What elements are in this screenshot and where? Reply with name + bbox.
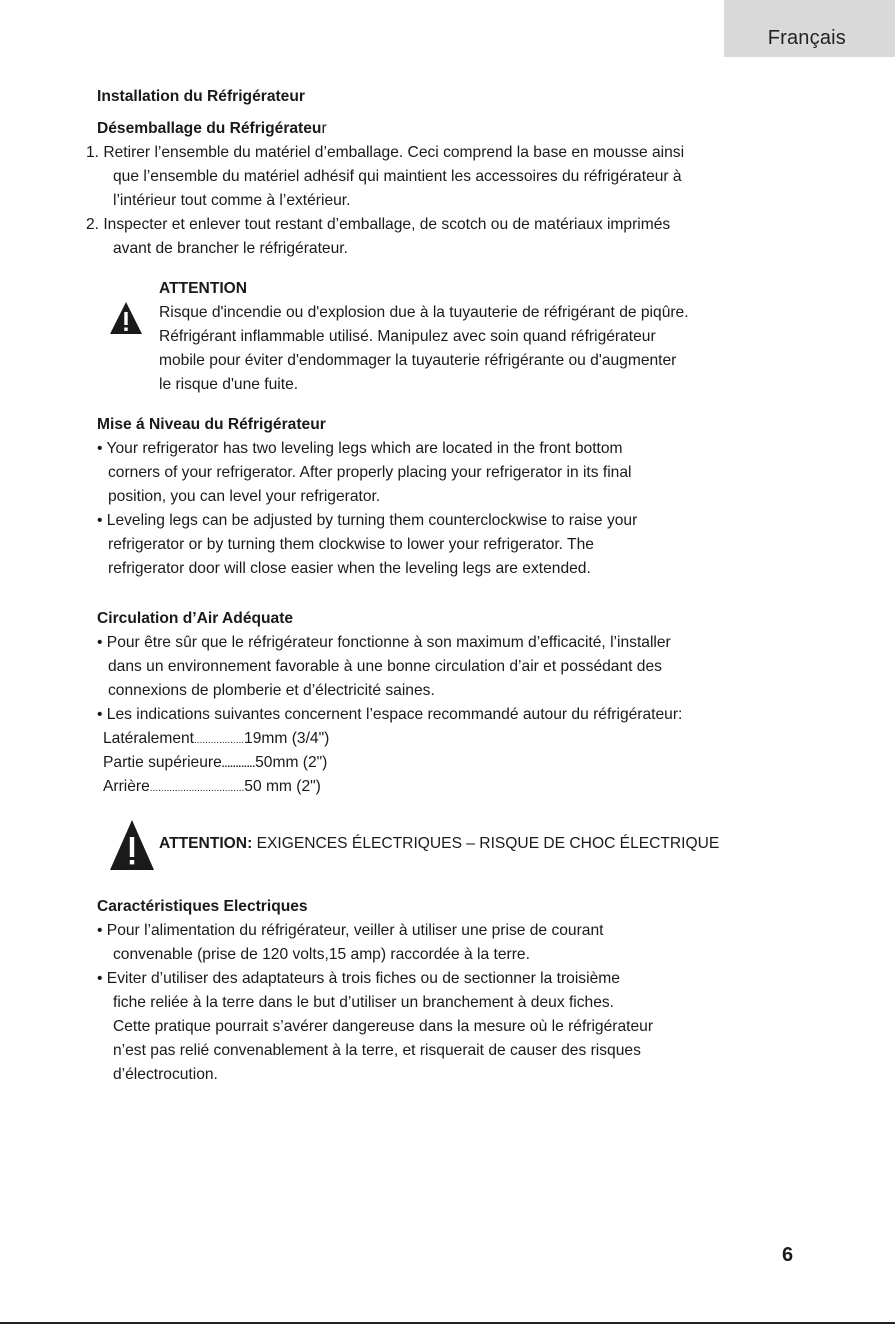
leveling-bullet-1: • Your refrigerator has two leveling legs which are located in the front bottom corners of your refrigerator. After properly placing your refrigerator in its final position, you can level your refrigerator. <box>97 440 632 505</box>
clearance-row: Latéralement..................19mm (3/4") <box>103 730 330 747</box>
electrical-warning <box>97 819 827 879</box>
fire-warning: ATTENTION Risque d'incendie ou d'explosion due à la tuyauterie de réfrigérant de piqûre. Réfrigérant inflammable utilisé. Manipulez avec soin quand réfrigérateur mobile pour éviter d'endommager la tuyauterie réfrigérante ou d'augmenter le risque d'une fuite. <box>97 277 827 397</box>
language-tab-label: Français <box>767 27 846 49</box>
airflow-heading: Circulation d’Air Adéquate <box>97 610 294 627</box>
page-title: Installation du Réfrigérateur <box>97 88 305 105</box>
electrical-bullet-1: • Pour l’alimentation du réfrigérateur, veiller à utiliser une prise de courant convenable (prise de 120 volts,15 amp) raccordée à la terre. <box>97 922 604 963</box>
airflow-bullet-1: • Pour être sûr que le réfrigérateur fonctionne à son maximum d’efficacité, l’installer dans un environnement favorable à une bonne circulation d’air et possédant des connexions de plomberie et d’électricité saines. <box>97 634 671 699</box>
page-number: 6 <box>782 1244 794 1266</box>
warning-triangle-icon <box>109 819 155 871</box>
electrical-warning-text: EXIGENCES ÉLECTRIQUES – RISQUE DE CHOC ÉLECTRIQUE <box>252 835 720 852</box>
unpacking-step-1: 1. Retirer l’ensemble du matériel d’emballage. Ceci comprend la base en mousse ainsi que l’ensemble du matériel adhésif qui maintient les accessoires du réfrigérateur à l’intérieur tout comme à l’extérieur. <box>86 144 685 209</box>
clearance-list <box>97 727 827 799</box>
airflow-bullet-2: • Les indications suivantes concernent l’espace recommandé autour du réfrigérateur: <box>97 706 683 723</box>
unpacking-heading: Désemballage du Réfrigérateur <box>97 120 327 137</box>
clearance-row: Arrière..................................50 mm (2") <box>103 778 321 795</box>
page-content <box>86 82 827 1087</box>
fire-warning-title: ATTENTION <box>159 280 248 297</box>
electrical-bullet-2: • Eviter d’utiliser des adaptateurs à trois fiches ou de sectionner la troisième fiche reliée à la terre dans le but d’utiliser un branchement à deux fiches. Cette pratique pourrait s’avérer dangereuse dans la mesure où le réfrigérateur n’est pas relié convenablement à la terre, et risquerait de causer des risques d’électrocution. <box>97 970 654 1083</box>
leveling-bullet-2: • Leveling legs can be adjusted by turning them counterclockwise to raise your refrigerator or by turning them clockwise to lower your refrigerator. The refrigerator door will close easier when the leveling legs are extended. <box>97 512 638 577</box>
leveling-heading: Mise á Niveau du Réfrigérateur <box>97 416 326 433</box>
clearance-row: Partie supérieure............50mm (2") <box>103 754 328 771</box>
warning-triangle-icon <box>109 301 143 335</box>
unpacking-step-2: 2. Inspecter et enlever tout restant d’emballage, de scotch ou de matériaux imprimés avant de brancher le réfrigérateur. <box>86 216 671 257</box>
electrical-warning-title: ATTENTION: <box>159 835 253 852</box>
language-tab <box>724 0 895 57</box>
electrical-heading: Caractéristiques Electriques <box>97 898 308 915</box>
